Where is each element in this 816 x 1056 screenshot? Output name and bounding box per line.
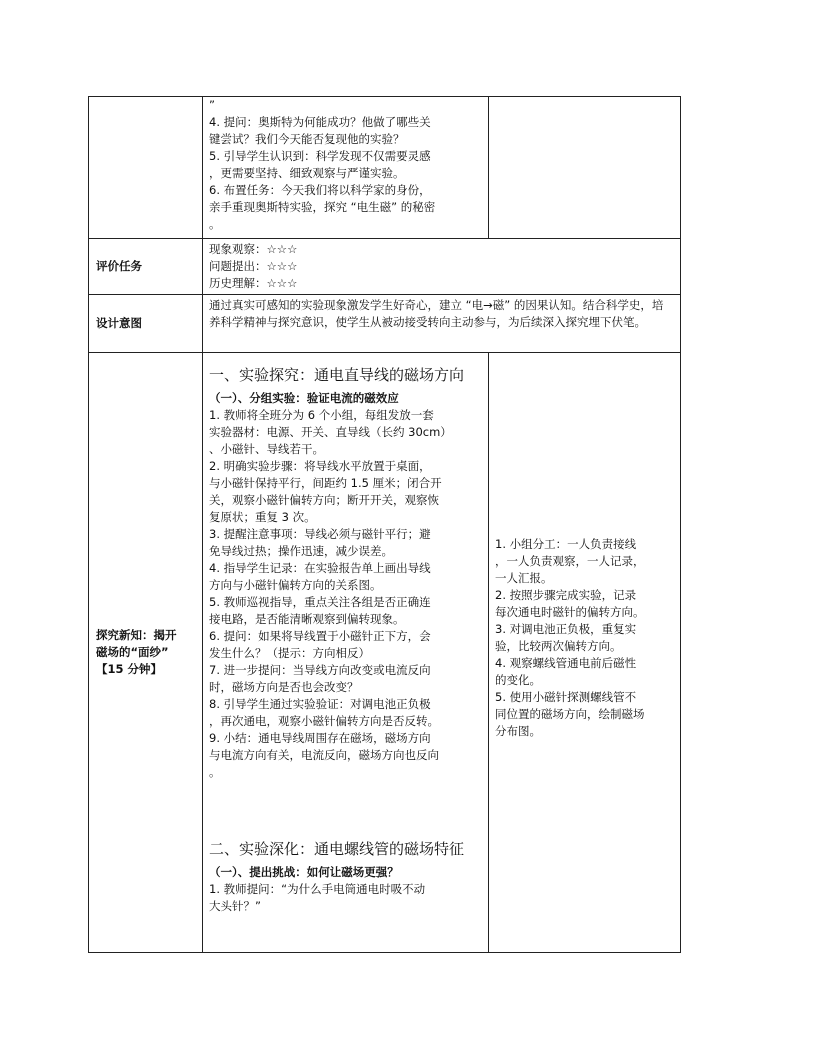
section1-line: 。	[209, 765, 221, 779]
explore-content-cell	[203, 353, 489, 953]
section1-line: 实验器材：电源、开关、直导线（长约 30cm）	[209, 425, 452, 439]
section1-line: 8. 引导学生通过实验验证：对调电池正负极	[209, 697, 431, 711]
section1-line: 方向与小磁针偏转方向的关系图。	[209, 578, 382, 592]
intro-line: 4. 提问：奥斯特为何能成功？他做了哪些关	[209, 115, 431, 129]
intro-student-cell	[489, 97, 681, 239]
intro-line: ”	[209, 98, 215, 112]
evaluation-item: 问题提出：☆☆☆	[209, 259, 298, 273]
student-activity-line: 每次通电时磁针的偏转方向。	[495, 604, 645, 619]
section1-line: 6. 提问：如果将导线置于小磁针正下方，会	[209, 629, 431, 643]
section1-title: 一、实验探究：通电直导线的磁场方向	[209, 366, 465, 384]
section1-line: 、小磁针、导线若干。	[209, 442, 324, 456]
evaluation-row	[89, 239, 681, 295]
intro-label-cell	[89, 97, 203, 239]
section1-line: 1. 教师将全班分为 6 个小组，每组发放一套	[209, 408, 434, 422]
intro-line: 键尝试？我们今天能否复现他的实验？	[209, 132, 405, 146]
student-activity-line: 的变化。	[495, 672, 541, 687]
section1-line: 时，磁场方向是否也会改变？	[209, 680, 359, 694]
intro-row	[89, 97, 681, 239]
explore-label-line: 探究新知：揭开	[96, 628, 177, 642]
section1-line: 发生什么？（提示：方向相反）	[209, 646, 370, 660]
section1-line: 接电路，是否能清晰观察到偏转现象。	[209, 612, 405, 626]
intro-line: ，更需要坚持、细致观察与严谨实验。	[209, 166, 405, 180]
design-label: 设计意图	[89, 295, 203, 353]
section1-subtitle: （一）、分组实验：验证电流的磁效应	[209, 391, 399, 405]
student-activity-line: 1. 小组分工：一人负责接线	[495, 536, 637, 551]
section1-line: 与小磁针保持平行，间距约 1.5 厘米；闭合开	[209, 476, 442, 490]
section2-line: 大头针？”	[209, 899, 261, 913]
student-activity-line: 3. 对调电池正负极，重复实	[495, 621, 637, 636]
intro-line: 亲手重现奥斯特实验，探究 “电生磁” 的秘密	[209, 200, 436, 214]
section1-line: ，再次通电，观察小磁针偏转方向是否反转。	[209, 714, 439, 728]
intro-content-cell	[203, 97, 489, 239]
design-content-cell	[203, 295, 681, 353]
section2-line: 1. 教师提问：“为什么手电筒通电时吸不动	[209, 882, 426, 896]
student-activity-line: 分布图。	[495, 723, 541, 738]
intro-line: 。	[209, 217, 221, 231]
lesson-plan-table	[88, 96, 681, 953]
student-activity-line: 同位置的磁场方向，绘制磁场	[495, 706, 645, 721]
evaluation-item: 历史理解：☆☆☆	[209, 276, 298, 290]
section2-title: 二、实验深化：通电螺线管的磁场特征	[209, 840, 465, 858]
explore-label-cell	[89, 353, 203, 953]
section1-line: 4. 指导学生记录：在实验报告单上画出导线	[209, 561, 431, 575]
section1-line: 关，观察小磁针偏转方向；断开开关，观察恢	[209, 493, 439, 507]
section1-line: 3. 提醒注意事项：导线必须与磁针平行；避	[209, 527, 431, 541]
evaluation-label: 评价任务	[89, 239, 203, 295]
section1-line: 9. 小结：通电导线周围存在磁场，磁场方向	[209, 731, 431, 745]
intro-line: 5. 引导学生认识到：科学发现不仅需要灵感	[209, 149, 431, 163]
evaluation-content-cell	[203, 239, 681, 295]
section1-line: 7. 进一步提问：当导线方向改变或电流反向	[209, 663, 431, 677]
student-activity-line: ，一人负责观察，一人记录，	[495, 553, 645, 568]
design-text: 通过真实可感知的实验现象激发学生好奇心，建立 “电→磁” 的因果认知。结合科学史，培养科学精神与探究意识，使学生从被动接受转向主动参与，为后续深入探究埋下伏笔。	[209, 298, 664, 329]
section-spacer	[209, 781, 482, 827]
explore-label-line: 【15 分钟】	[96, 662, 163, 676]
section2-subtitle: （一）、提出挑战：如何让磁场更强？	[209, 865, 399, 879]
evaluation-item: 现象观察：☆☆☆	[209, 242, 298, 256]
student-activity-line: 2. 按照步骤完成实验，记录	[495, 587, 637, 602]
intro-line: 6. 布置任务：今天我们将以科学家的身份，	[209, 183, 431, 197]
section1-line: 5. 教师巡视指导，重点关注各组是否正确连	[209, 595, 431, 609]
section1-line: 2. 明确实验步骤：将导线水平放置于桌面，	[209, 459, 431, 473]
explore-row	[89, 353, 681, 953]
section1-line: 复原状；重复 3 次。	[209, 510, 316, 524]
student-activity-line: 一人汇报。	[495, 570, 553, 585]
student-activity-line: 4. 观察螺线管通电前后磁性	[495, 655, 637, 670]
explore-label-line: 磁场的“面纱”	[96, 645, 169, 659]
design-row	[89, 295, 681, 353]
explore-student-cell	[489, 353, 681, 953]
student-activity-line: 5. 使用小磁针探测螺线管不	[495, 689, 637, 704]
student-activities	[495, 536, 674, 740]
student-activity-line: 验，比较两次偏转方向。	[495, 638, 622, 653]
section1-line: 与电流方向有关，电流反向，磁场方向也反向	[209, 748, 439, 762]
section1-line: 免导线过热；操作迅速，减少误差。	[209, 544, 393, 558]
